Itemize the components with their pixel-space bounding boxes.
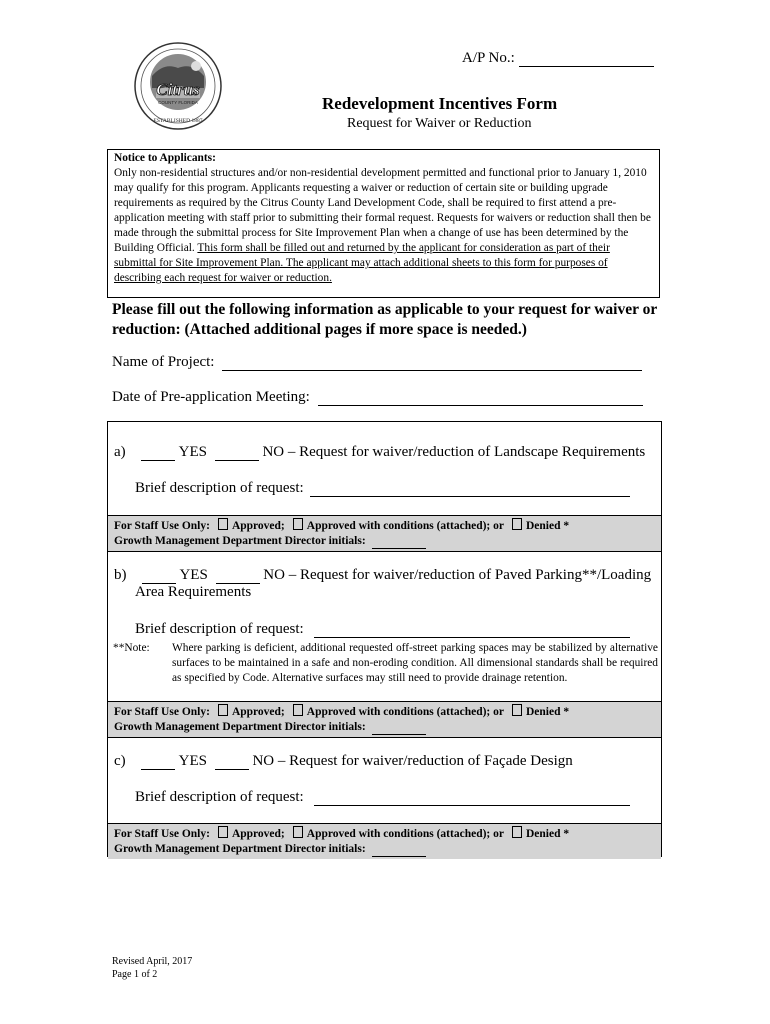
denied-checkbox[interactable]: [512, 518, 522, 530]
seal-established: ESTABLISHED 1887: [153, 118, 203, 124]
yes-label: YES: [179, 567, 208, 583]
or-label: or: [493, 520, 504, 532]
meeting-date-label: Date of Pre-application Meeting:: [112, 389, 310, 405]
staff-use-a: [108, 515, 661, 552]
approved-label: Approved;: [231, 520, 285, 532]
staff-label: For Staff Use Only:: [114, 706, 210, 718]
notice-body: Only non-residential structures and/or non-residential development permitted and functional prior to January 1, 2010 may qualify for this program. Applicants requesting a waiver or reduction of certain site or building upgrade requirements as required by the Citrus County Land Development Code, shall be required to first attend a pre-application meeting with staff prior to submitting their formal request. Requests for waivers or reduction shall then be made through the submittal process for Site Improvement Plan when a change of use has been determined by the Building Official.: [114, 167, 651, 254]
request-letter: a): [114, 444, 126, 460]
request-b: [114, 567, 651, 584]
page-number: Page 1 of 2: [112, 969, 158, 980]
notice-box: [107, 149, 660, 298]
yes-blank[interactable]: [141, 447, 175, 461]
ap-number-label: A/P No.:: [462, 50, 515, 66]
yes-blank[interactable]: [141, 756, 175, 770]
brief-label: Brief description of request:: [135, 480, 304, 496]
star: *: [563, 520, 570, 532]
meeting-date-input[interactable]: [318, 390, 643, 406]
no-blank[interactable]: [216, 570, 260, 584]
star: *: [563, 828, 570, 840]
project-name-label: Name of Project:: [112, 354, 215, 370]
brief-label: Brief description of request:: [135, 789, 304, 805]
form-title: Redevelopment Incentives Form: [322, 94, 558, 113]
yes-blank[interactable]: [142, 570, 176, 584]
approved-label: Approved;: [231, 706, 285, 718]
conditions-checkbox[interactable]: [293, 704, 303, 716]
meeting-date-field: [112, 389, 643, 406]
form-subtitle: Request for Waiver or Reduction: [347, 116, 532, 131]
or-label: or: [493, 828, 504, 840]
notice-heading: Notice to Applicants:: [114, 152, 216, 164]
brief-input[interactable]: [314, 624, 630, 638]
approved-checkbox[interactable]: [218, 826, 228, 838]
yes-label: YES: [178, 444, 207, 460]
ap-number-field: [462, 50, 654, 67]
no-blank[interactable]: [215, 756, 249, 770]
request-letter: c): [114, 753, 126, 769]
project-name-input[interactable]: [222, 355, 642, 371]
conditions-label: Approved with conditions (attached);: [306, 520, 491, 532]
requests-box: [107, 421, 662, 857]
brief-description-b: [135, 621, 630, 638]
project-name-field: [112, 354, 642, 371]
initials-input[interactable]: [372, 844, 426, 857]
brief-label: Brief description of request:: [135, 621, 304, 637]
conditions-checkbox[interactable]: [293, 826, 303, 838]
initials-label: Growth Management Department Director initials:: [114, 721, 366, 733]
brief-input[interactable]: [310, 483, 630, 497]
initials-label: Growth Management Department Director initials:: [114, 843, 366, 855]
seal-name: Citrus: [156, 80, 200, 99]
conditions-label: Approved with conditions (attached);: [306, 828, 491, 840]
staff-use-c: [108, 823, 661, 859]
approved-label: Approved;: [231, 828, 285, 840]
staff-label: For Staff Use Only:: [114, 828, 210, 840]
brief-description-a: [135, 480, 630, 497]
note-body: Where parking is deficient, additional requested off-street parking spaces may be stabilized by alternative surfaces to be maintained in a safe and non-eroding condition. All dimensional standards shall be required as specified by Code. Alternative surfaces may still need to provide drainage retention.: [172, 642, 658, 684]
denied-label: Denied: [525, 520, 561, 532]
yes-label: YES: [178, 753, 207, 769]
citrus-county-seal: [134, 42, 222, 130]
request-letter: b): [114, 567, 127, 583]
note-label: **Note:: [113, 642, 150, 654]
brief-input[interactable]: [314, 792, 630, 806]
brief-description-c: [135, 789, 630, 806]
staff-use-b: [108, 701, 661, 738]
request-text: NO – Request for waiver/reduction of Façade Design: [252, 753, 573, 769]
request-text: NO – Request for waiver/reduction of Landscape Requirements: [262, 444, 646, 460]
request-a: [114, 444, 645, 461]
instructions: Please fill out the following information as applicable to your request for waiver or reduction: (Attached additional pages if more space is needed.): [112, 301, 657, 338]
approved-checkbox[interactable]: [218, 518, 228, 530]
denied-label: Denied: [525, 828, 561, 840]
or-label: or: [493, 706, 504, 718]
star: *: [563, 706, 570, 718]
ap-number-input[interactable]: [519, 52, 654, 67]
initials-input[interactable]: [372, 722, 426, 735]
notice-underlined: This form shall be filled out and returned by the applicant for consideration as part of their submittal for Site Improvement Plan. The applicant may attach additional sheets to this form for purposes of describing each request for waiver or reduction.: [114, 242, 610, 284]
approved-checkbox[interactable]: [218, 704, 228, 716]
denied-checkbox[interactable]: [512, 704, 522, 716]
no-blank[interactable]: [215, 447, 259, 461]
request-c: [114, 753, 573, 770]
initials-input[interactable]: [372, 536, 426, 549]
initials-label: Growth Management Department Director initials:: [114, 535, 366, 547]
conditions-label: Approved with conditions (attached);: [306, 706, 491, 718]
seal-subtitle: COUNTY FLORIDA: [158, 100, 198, 105]
footer: [112, 955, 192, 981]
request-b-continuation: Area Requirements: [135, 584, 252, 600]
denied-checkbox[interactable]: [512, 826, 522, 838]
conditions-checkbox[interactable]: [293, 518, 303, 530]
parking-note: [113, 641, 658, 686]
denied-label: Denied: [525, 706, 561, 718]
revised-date: Revised April, 2017: [112, 956, 193, 967]
request-text: NO – Request for waiver/reduction of Paved Parking**/Loading: [263, 567, 652, 583]
staff-label: For Staff Use Only:: [114, 520, 210, 532]
